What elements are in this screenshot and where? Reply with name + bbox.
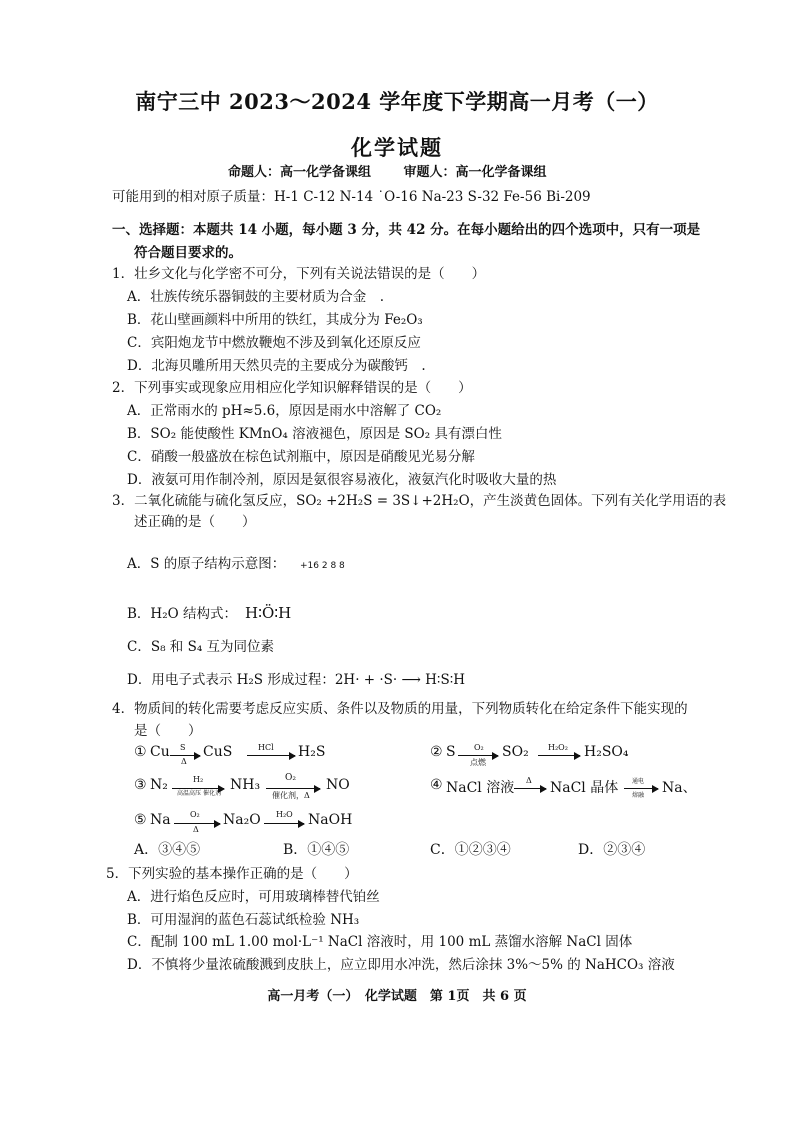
r5-start: Na — [150, 812, 171, 828]
r5-end: NaOH — [308, 812, 353, 828]
q3-option-d: D．用电子式表示 H₂S 形成过程：2H· + ·S· ⟶ H∶S∶H — [127, 672, 465, 688]
q3-option-c: C．S₈ 和 S₄ 互为同位素 — [127, 639, 275, 655]
r4-num: ④ — [430, 777, 443, 793]
atomic-masses: 可能用到的相对原子质量：H-1 C-12 N-14 ˙O-16 Na-23 S-32 Fe-56 Bi-209 — [112, 189, 591, 205]
r4-cond1-top: Δ — [526, 776, 532, 785]
r5-mid: Na₂O — [223, 812, 261, 828]
r2-num: ② — [430, 744, 443, 760]
r5-arrow-2 — [264, 823, 304, 824]
r1-arrow-2 — [247, 755, 295, 756]
q3-option-b: B．H₂O 结构式： — [127, 606, 237, 622]
r2-cond2-top: H₂O₂ — [548, 743, 568, 752]
q1-stem: 1．壮乡文化与化学密不可分，下列有关说法错误的是（ ） — [112, 266, 486, 282]
r2-arrow-2 — [538, 755, 580, 756]
q5-stem: 5．下列实验的基本操作正确的是（ ） — [106, 866, 358, 882]
q4-option-a: A．③④⑤ — [134, 842, 201, 858]
r3-arrow-1 — [172, 788, 224, 789]
r2-start: S — [446, 744, 456, 760]
q2-option-a: A．正常雨水的 pH≈5.6，原因是雨水中溶解了 CO₂ — [127, 403, 442, 419]
r2-end: H₂SO₄ — [584, 744, 629, 760]
r2-cond1-bottom: 点燃 — [470, 758, 486, 767]
r3-num: ③ — [134, 777, 147, 793]
q5-option-a: A．进行焰色反应时，可用玻璃棒替代铂丝 — [127, 889, 380, 905]
q4-stem-cont: 是（ ） — [134, 723, 202, 739]
r4-arrow-2 — [624, 788, 658, 789]
r3-cond2-top: O₂ — [285, 773, 296, 783]
r5-cond1-top: O₂ — [190, 810, 200, 819]
r5-cond2-top: H₂O — [276, 810, 293, 819]
atom-structure-diagram: +16 2 8 8 — [300, 561, 345, 571]
authors-line — [228, 163, 575, 183]
r4-cond2-bottom: 熔融 — [632, 792, 645, 799]
r3-mid: NH₃ — [230, 777, 261, 793]
r1-cond1-top: S — [180, 743, 186, 752]
author-left: 命题人：高一化学备课组 — [228, 165, 372, 180]
r1-mid: CuS — [203, 744, 233, 760]
water-structural-formula: H∶Ö∶H — [245, 604, 292, 622]
r1-start: Cu — [150, 744, 170, 760]
q4-stem: 4．物质间的转化需要考虑反应实质、条件以及物质的用量，下列物质转化在给定条件下能实现的 — [112, 701, 688, 717]
page-footer: 高一月考（一） 化学试题 第 1页 共 6 页 — [267, 989, 527, 1004]
q5-option-b: B．可用湿润的蓝色石蕊试纸检验 NH₃ — [127, 912, 360, 928]
r4-end: Na、 — [662, 780, 697, 796]
q1-option-a: A．壮族传统乐器铜鼓的主要材质为合金 . — [127, 289, 385, 305]
r5-arrow-1 — [174, 823, 220, 824]
r3-cond2-bottom: 催化剂，Δ — [272, 791, 310, 800]
q2-option-b: B．SO₂ 能使酸性 KMnO₄ 溶液褪色，原因是 SO₂ 具有漂白性 — [127, 426, 502, 442]
r3-arrow-2 — [266, 788, 320, 789]
r5-num: ⑤ — [134, 812, 147, 828]
r1-end: H₂S — [298, 744, 326, 760]
r2-arrow-1 — [458, 755, 498, 756]
r4-cond2-top: 通电 — [632, 778, 645, 785]
page-title: 南宁三中 2023～2024 学年度下学期高一月考（一） — [135, 89, 659, 114]
q3-option-a: A．S 的原子结构示意图： — [127, 556, 286, 572]
q3-stem: 3．二氧化硫能与硫化氢反应，SO₂ +2H₂S = 3S↓+2H₂O，产生淡黄色固体。下列有关化学用语的表 — [112, 493, 727, 509]
q4-option-d: D．②③④ — [578, 842, 646, 858]
q1-option-c: C．宾阳炮龙节中燃放鞭炮不涉及到氧化还原反应 — [127, 335, 421, 351]
r1-cond2-top: HCl — [258, 743, 274, 752]
r5-cond1-bottom: Δ — [193, 825, 199, 834]
page-subtitle: 化学试题 — [351, 135, 443, 160]
q2-option-c: C．硝酸一般盛放在棕色试剂瓶中，原因是硝酸见光易分解 — [127, 449, 475, 465]
r2-mid: SO₂ — [502, 744, 529, 760]
q4-option-b: B．①④⑤ — [283, 842, 350, 858]
q1-option-b: B．花山壁画颜料中所用的铁红，其成分为 Fe₂O₃ — [127, 312, 423, 328]
r3-start: N₂ — [150, 777, 168, 793]
r3-end: NO — [326, 777, 350, 793]
r3-cond1-bottom: 高温高压 催化剂 — [177, 790, 221, 797]
q2-option-d: D．液氨可用作制冷剂，原因是氨很容易液化，液氨汽化时吸收大量的热 — [127, 472, 557, 488]
r1-num: ① — [134, 744, 147, 760]
q3-stem-cont: 述正确的是（ ） — [134, 514, 256, 530]
section-heading: 一、选择题：本题共 14 小题，每小题 3 分，共 42 分。在每小题给出的四个选项中，只有一项是 — [112, 222, 701, 238]
section-heading-cont: 符合题目要求的。 — [134, 245, 242, 261]
r2-cond1-top: O₂ — [474, 743, 484, 752]
r4-arrow-1 — [514, 788, 546, 789]
r1-arrow-1 — [170, 755, 200, 756]
author-right: 审题人：高一化学备课组 — [403, 165, 547, 180]
q2-stem: 2．下列事实或现象应用相应化学知识解释错误的是（ ） — [112, 380, 472, 396]
r4-mid: NaCl 晶体 — [550, 780, 619, 796]
q5-option-c: C．配制 100 mL 1.00 mol·L⁻¹ NaCl 溶液时，用 100 mL 蒸馏水溶解 NaCl 固体 — [127, 934, 633, 950]
q5-option-d: D．不慎将少量浓硫酸溅到皮肤上，应立即用水冲洗，然后涂抹 3%～5% 的 NaHCO₃ 溶液 — [127, 957, 675, 973]
q4-option-c: C．①②③④ — [430, 842, 511, 858]
r3-cond1-top: H₂ — [193, 775, 204, 784]
r1-cond1-bottom: Δ — [181, 757, 187, 766]
q1-option-d: D．北海贝雕所用天然贝壳的主要成分为碳酸钙 . — [127, 358, 426, 374]
r4-start: NaCl 溶液 — [446, 780, 515, 796]
